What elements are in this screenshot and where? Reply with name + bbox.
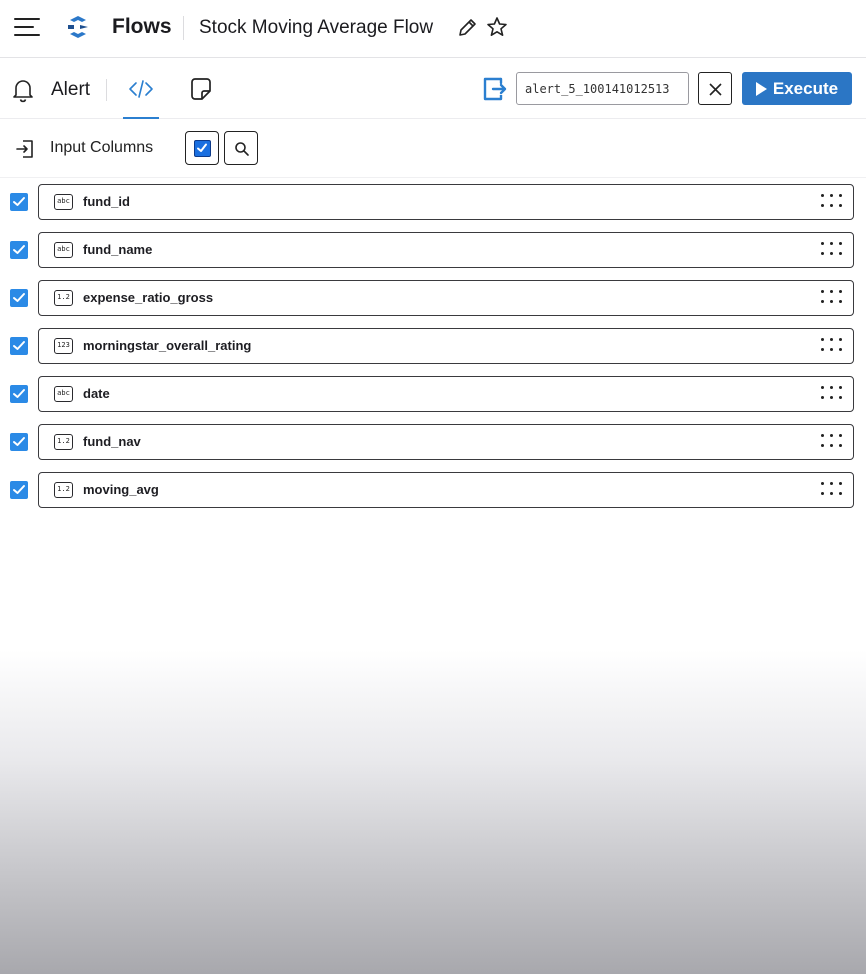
drag-handle-icon[interactable] [821, 386, 843, 402]
app-header [0, 0, 866, 58]
column-name: morningstar_overall_rating [83, 338, 252, 353]
column-item[interactable] [38, 424, 854, 460]
type-icon: 123 [54, 338, 73, 354]
select-all-toggle[interactable] [185, 131, 219, 165]
column-checkbox[interactable] [10, 433, 28, 451]
execute-label: Execute [772, 78, 839, 98]
drag-handle-icon[interactable] [821, 242, 843, 258]
code-icon [128, 77, 154, 101]
node-name: Alert [51, 79, 91, 100]
input-columns-header [0, 120, 866, 178]
check-icon [12, 196, 26, 208]
output-icon[interactable] [481, 75, 509, 103]
column-name: fund_id [83, 194, 130, 209]
check-icon [12, 484, 26, 496]
header-divider [183, 16, 184, 40]
type-icon: abc [54, 242, 73, 258]
list-item [0, 280, 866, 316]
column-item[interactable] [38, 376, 854, 412]
column-item[interactable] [38, 184, 854, 220]
close-button[interactable] [698, 72, 732, 105]
star-icon[interactable] [486, 16, 508, 38]
menu-icon[interactable] [14, 16, 40, 38]
check-icon [12, 388, 26, 400]
drag-handle-icon[interactable] [821, 194, 843, 210]
column-name: expense_ratio_gross [83, 290, 214, 305]
tab-code[interactable] [123, 75, 159, 119]
column-item[interactable] [38, 328, 854, 364]
edit-icon[interactable] [456, 17, 478, 39]
check-icon [12, 292, 26, 304]
column-name: moving_avg [83, 482, 159, 497]
input-icon [14, 138, 36, 160]
list-item [0, 424, 866, 460]
drag-handle-icon[interactable] [821, 338, 843, 354]
note-icon[interactable] [188, 76, 214, 102]
column-item[interactable] [38, 232, 854, 268]
check-icon [12, 340, 26, 352]
type-icon: 1.2 [54, 290, 73, 306]
column-item[interactable] [38, 280, 854, 316]
app-name[interactable]: Flows [112, 15, 172, 38]
app-logo-icon [64, 13, 92, 41]
check-icon [12, 436, 26, 448]
list-item [0, 472, 866, 508]
close-icon [709, 83, 722, 96]
column-checkbox[interactable] [10, 481, 28, 499]
type-icon: 1.2 [54, 482, 73, 498]
search-icon [234, 141, 250, 157]
drag-handle-icon[interactable] [821, 434, 843, 450]
toolbar-divider [106, 79, 107, 101]
type-icon: abc [54, 386, 73, 402]
column-checkbox[interactable] [10, 193, 28, 211]
column-checkbox[interactable] [10, 337, 28, 355]
variable-name-input[interactable] [516, 72, 689, 105]
play-icon [756, 82, 767, 96]
column-name: fund_name [83, 242, 153, 257]
section-label: Input Columns [50, 139, 154, 156]
column-item[interactable] [38, 472, 854, 508]
search-button[interactable] [224, 131, 258, 165]
type-icon: 1.2 [54, 434, 73, 450]
column-name: fund_nav [83, 434, 141, 449]
execute-button[interactable] [742, 72, 852, 105]
node-toolbar [0, 59, 866, 119]
column-checkbox[interactable] [10, 289, 28, 307]
drag-handle-icon[interactable] [821, 290, 843, 306]
check-icon [12, 244, 26, 256]
list-item [0, 328, 866, 364]
list-item [0, 184, 866, 220]
list-item [0, 232, 866, 268]
type-icon: abc [54, 194, 73, 210]
drag-handle-icon[interactable] [821, 482, 843, 498]
bell-icon [11, 77, 35, 103]
column-checkbox[interactable] [10, 385, 28, 403]
list-item [0, 376, 866, 412]
check-icon [195, 141, 209, 155]
select-all-checkbox[interactable] [194, 140, 211, 157]
column-name: date [83, 386, 110, 401]
column-checkbox[interactable] [10, 241, 28, 259]
flow-title: Stock Moving Average Flow [199, 17, 434, 38]
